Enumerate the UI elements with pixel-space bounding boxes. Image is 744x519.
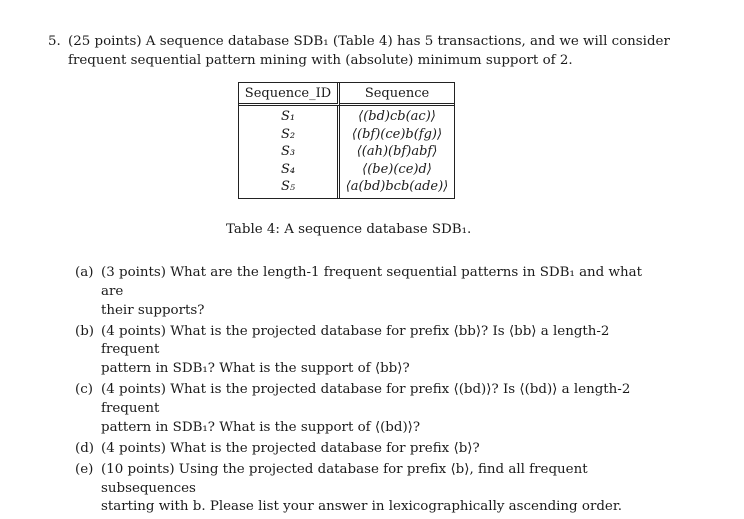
table-row <box>239 143 454 161</box>
table-header-row <box>239 83 454 106</box>
table-row <box>239 161 454 179</box>
sub-question-line: starting with b. Please list your answer in lexicographically ascending order. <box>101 499 623 515</box>
sub-question-line: pattern in SDB₁? What is the support of ⟨bb⟩? <box>101 361 410 377</box>
sub-question-label: (b) <box>75 323 95 339</box>
sub-question-e <box>75 461 665 517</box>
header-sequence: Sequence <box>340 83 454 106</box>
sub-question-d <box>75 440 665 459</box>
sub-question-label: (e) <box>75 461 94 477</box>
sub-question-line: (4 points) What is the projected database for prefix ⟨(bd)⟩? Is ⟨(bd)⟩ a length-2 frequent <box>101 382 631 416</box>
table-row <box>239 106 454 126</box>
sub-question-label: (c) <box>75 382 93 398</box>
sequence-id-cell: S₃ <box>239 143 340 161</box>
sub-questions-list <box>75 264 665 519</box>
question-statement <box>48 33 688 70</box>
sequence-cell: ⟨(ah)(bf)abf⟩ <box>356 144 438 160</box>
sub-question-label: (d) <box>75 440 95 456</box>
sequence-id-cell: S₁ <box>239 106 340 126</box>
sub-question-b <box>75 323 665 379</box>
sequence-id-cell: S₂ <box>239 126 340 144</box>
table-row <box>239 126 454 144</box>
sub-question-line: (4 points) What is the projected database for prefix ⟨bb⟩? Is ⟨bb⟩ a length-2 frequent <box>101 323 610 358</box>
sequence-cell: ⟨(bf)(ce)b(fg)⟩ <box>351 126 443 142</box>
sequence-database-table <box>238 82 455 199</box>
sub-question-line: pattern in SDB₁? What is the support of ⟨(bd)⟩? <box>101 419 421 435</box>
sequence-cell: ⟨a(bd)bcb(ade)⟩ <box>345 179 449 195</box>
sequence-id-cell: S₅ <box>239 178 340 198</box>
header-sequence-id: Sequence_ID <box>239 83 340 106</box>
table-row <box>239 178 454 198</box>
sequence-cell: ⟨(be)(ce)d⟩ <box>362 161 432 177</box>
sub-question-line: their supports? <box>101 302 205 318</box>
sub-question-line: (3 points) What are the length-1 frequent sequential patterns in SDB₁ and what are <box>101 265 642 299</box>
sub-question-line: (10 points) Using the projected database for prefix ⟨b⟩, find all frequent subsequences <box>101 461 588 496</box>
question-text-line-2: frequent sequential pattern mining with (absolute) minimum support of 2. <box>68 52 573 68</box>
question-text-line-1: (25 points) A sequence database SDB₁ (Table 4) has 5 transactions, and we will consider <box>68 34 670 49</box>
sub-question-line: (4 points) What is the projected database for prefix ⟨b⟩? <box>101 440 480 456</box>
question-number: 5. <box>48 34 61 49</box>
sequence-id-cell: S₄ <box>239 161 340 179</box>
sub-question-label: (a) <box>75 265 94 280</box>
table-caption: Table 4: A sequence database SDB₁. <box>226 222 472 237</box>
sub-question-c <box>75 381 665 437</box>
sub-question-a <box>75 264 665 320</box>
sequence-cell: ⟨(bd)cb(ac)⟩ <box>358 109 436 125</box>
